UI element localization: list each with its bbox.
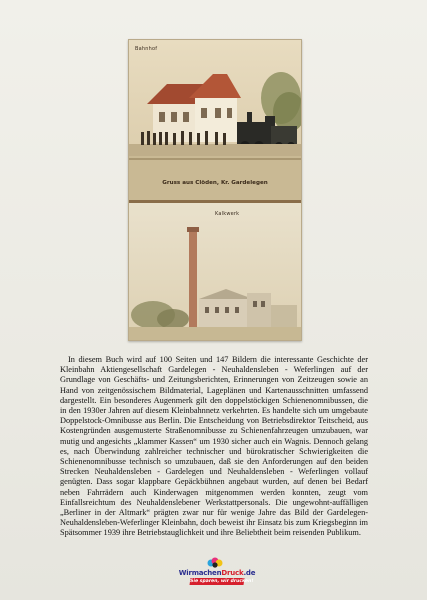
logo-word-accent: Druck <box>221 569 244 577</box>
lime-works-label: Kalkwerk <box>215 211 240 217</box>
logo-tagline: Sie sparen, wir drucken! <box>189 579 254 584</box>
color-drops-icon <box>207 557 223 569</box>
lime-works-photo <box>129 203 301 340</box>
blurb-paragraph: In diesem Buch wird auf 100 Seiten und 147 Bildern die interessante Geschichte der Kleinbahn Aktiengesellschaft Gardelegen - Neuhaldensleben - Weferlingen auf der Grundlage von Geschäfts- und Zeitungsberichten, Erinnerungen von Zeitzeugen sowie an Hand von zeitgenössischem Bildmaterial, Lageplänen und Kartenausschnitten umfassend dargestellt. Ein besonderes Augenmerk gilt den doppelstöckigen Schienenomnibussen, die in den 1930er Jahren auf diesem Kleinbahnnetz verkehrten. Es handelte sich um umgebaute Doppelstock-Omnibusse aus Berlin. Die Entscheidung von Betriebsdirektor Teitscheid, aus Kostengründen ausgemusterte Straßenomnibusse zu Schienenfahrzeugen umzubauen, war mutig und angesichts „klammer Kassen“ um 1930 sicher auch ein Wagnis. Dennoch gelang es, nach Überwindung zahlreicher technischer und bürokratischer Schwierigkeiten die Schienenomnibusse technisch so umzubauen, daß sie den Anforderungen auf den beiden Strecken Neuhaldensleben - Gardelegen und Neuhaldensleben - Weferlingen vollauf genügten. Dass sogar klappbare Gepäckbühnen angebaut wurden, auf denen bei Bedarf neben Fahrrädern auch Kinderwagen mitgenommen werden konnten, zeugt vom Einfallsreichtum des Neuhaldenslebener Werkstattpersonals. Die ungewohnt-auffälligen „Berliner in der Altmark“ prägten zwar nur für wenige Jahre das Bild der Gardelegen-Neuhaldensleben-Weferlinger Kleinbahn, doch beweist ihr Einsatz bis zum Kriegsbeginn im Spätsommer 1939 ihre Betriebstauglichkeit und ihre Beliebtheit beim reisenden Publikum. <box>60 355 368 538</box>
logo-wordmark <box>176 569 258 577</box>
station-label: Bahnhof <box>135 46 158 52</box>
station-photo <box>129 40 301 200</box>
back-cover-blurb <box>60 355 368 539</box>
logo-word-suffix: .de <box>243 569 256 577</box>
logo-word-main: Wirmachen <box>178 569 222 577</box>
postcard-caption: Gruss aus Clöden, Kr. Gardelegen <box>162 180 268 186</box>
publisher-logo[interactable] <box>176 557 258 587</box>
historic-postcard <box>128 39 302 341</box>
